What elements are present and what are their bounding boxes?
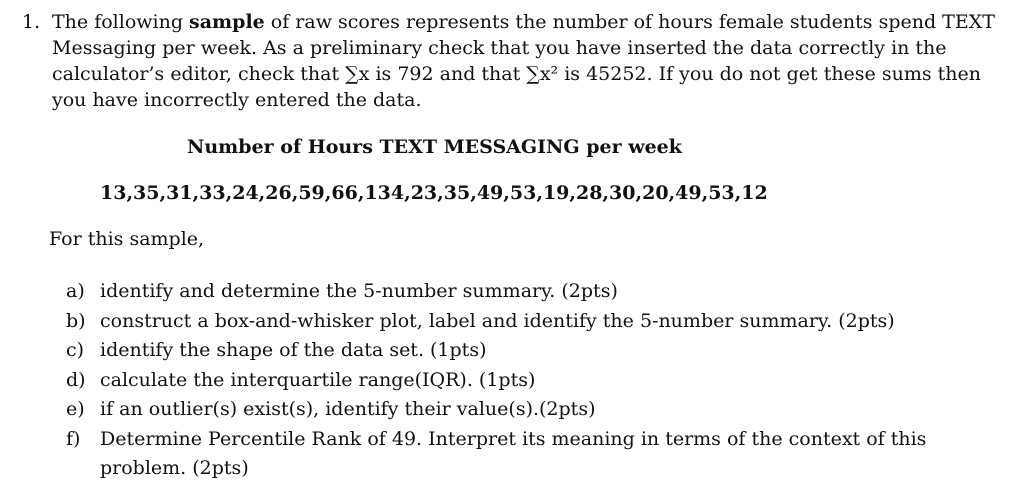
task-item (66, 366, 1006, 396)
intro-text: of raw scores represents the number of hours female students spend TEXT (264, 11, 995, 33)
data-table-title: Number of Hours TEXT MESSAGING per week (187, 136, 682, 158)
question-intro (52, 9, 1002, 113)
task-text: if an outlier(s) exist(s), identify their value(s).(2pts) (100, 398, 596, 420)
intro-line: Messaging per week. As a preliminary check that you have inserted the data correctly in the (52, 37, 947, 59)
task-text: Determine Percentile Rank of 49. Interpret its meaning in terms of the context of this (100, 427, 927, 450)
task-list (66, 277, 1006, 484)
task-marker: a) (66, 280, 85, 302)
task-marker: b) (66, 309, 86, 332)
task-marker: f) (66, 427, 81, 450)
question-number: 1. (22, 11, 41, 33)
task-marker: d) (66, 368, 86, 391)
intro-text: The following (52, 11, 190, 33)
task-marker: e) (66, 398, 85, 420)
task-item (66, 395, 1006, 425)
data-values: 13,35,31,33,24,26,59,66,134,23,35,49,53,19,28,30,20,49,53,12 (100, 182, 768, 204)
task-item (66, 425, 1006, 484)
intro-bold-word: sample (189, 11, 265, 33)
task-item (66, 277, 1006, 307)
task-text: problem. (2pts) (100, 457, 249, 479)
task-text: identify the shape of the data set. (1pts) (100, 339, 487, 361)
intro-line (52, 9, 1002, 35)
intro-line: calculator’s editor, check that ∑x is 792 and that ∑x² is 45252. If you do not get these sums then (52, 63, 981, 85)
task-item (66, 336, 1006, 366)
task-marker: c) (66, 339, 85, 361)
task-text: calculate the interquartile range(IQR). (1pts) (100, 368, 536, 391)
intro-line: you have incorrectly entered the data. (52, 89, 422, 111)
task-item (66, 307, 1006, 337)
sample-label: For this sample, (49, 228, 205, 250)
task-text: identify and determine the 5-number summary. (2pts) (100, 280, 618, 302)
task-text: construct a box-and-whisker plot, label and identify the 5-number summary. (2pts) (100, 309, 895, 332)
